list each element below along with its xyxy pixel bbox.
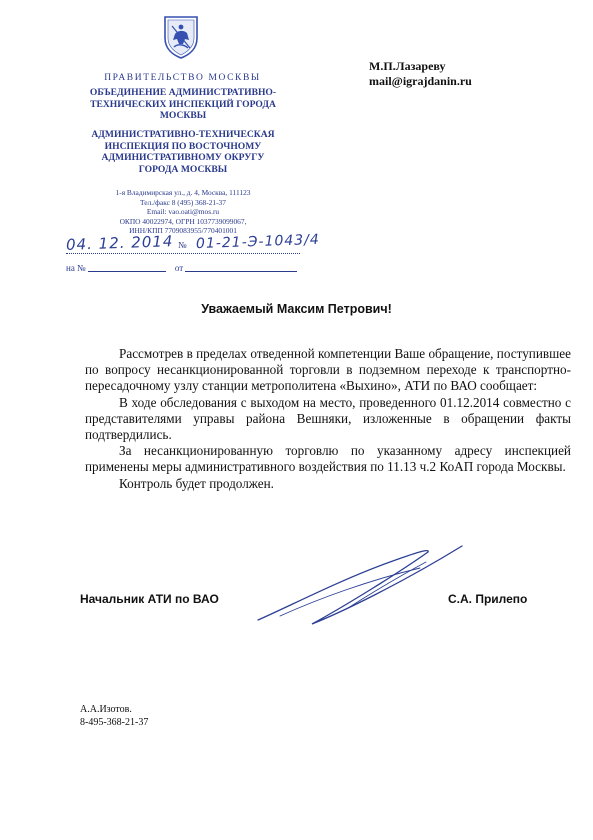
recipient-block	[369, 59, 472, 89]
body-paragraph: Рассмотрев в пределах отведенной компетенции Ваше обращение, поступившее по вопросу несанкционированной торговли в подземном переходе к транспортно-пересадочному узлу станции метрополитена «Выхино», АТИ по ВАО сообщает:	[85, 346, 571, 394]
body-paragraph: За несанкционированную торговлю по указанному адресу инспекцией применены меры административного воздействия по 11.13 ч.2 КоАП города Москвы.	[85, 443, 571, 475]
moscow-coat-of-arms-icon	[162, 14, 200, 60]
body-paragraph: Контроль будет продолжен.	[119, 475, 274, 491]
org-parent-name: ОБЪЕДИНЕНИЕ АДМИНИСТРАТИВНО- ТЕХНИЧЕСКИХ ИНСПЕКЦИЙ ГОРОДА МОСКВЫ	[89, 87, 277, 121]
outgoing-date: 04. 12. 2014	[65, 232, 174, 254]
org-okpo-ogrn: ОКПО 40022974, ОГРН 1037739099067,	[119, 216, 247, 226]
recipient-name: М.П.Лазареву	[369, 59, 446, 73]
signer-name: С.А. Прилепо	[448, 592, 528, 606]
executor-block	[80, 704, 148, 729]
executor-name: А.А.Изотов.	[80, 704, 132, 715]
registration-line	[66, 253, 300, 254]
recipient-email: mail@igrajdanin.ru	[369, 74, 472, 88]
org-email: Email: vao.oati@mos.ru	[146, 207, 220, 217]
handwritten-signature	[250, 528, 480, 638]
body-paragraph: В ходе обследования с выходом на место, проведенного 01.12.2014 совместно с представителями управы района Вешняки, изложенные в обращении факты подтвердились.	[85, 394, 571, 443]
org-inspection-name: АДМИНИСТРАТИВНО-ТЕХНИЧЕСКАЯ ИНСПЕКЦИЯ ПО ВОСТОЧНОМУ АДМИНИСТРАТИВНОМУ ОКРУГУ ГОРОДА МОСКВЫ	[91, 129, 275, 175]
signer-title: Начальник АТИ по ВАО	[80, 592, 219, 606]
executor-phone: 8-495-368-21-37	[80, 716, 149, 728]
government-title: ПРАВИТЕЛЬСТВО МОСКВЫ	[104, 73, 261, 83]
letter-body	[85, 346, 571, 492]
org-contacts	[78, 188, 288, 236]
reference-line: на № от	[66, 263, 297, 273]
org-address: 1-я Владимирская ул., д. 4, Москва, 111123	[115, 188, 251, 197]
outgoing-number: 01-21-Э-1043/4	[195, 231, 321, 253]
org-inn-kpp: ИНН/КПП 7709083955/770401001	[129, 226, 237, 236]
number-sign: №	[178, 240, 187, 250]
org-phone: Тел./факс 8 (495) 368-21-37	[140, 197, 226, 207]
greeting: Уважаемый Максим Петрович!	[201, 302, 392, 316]
